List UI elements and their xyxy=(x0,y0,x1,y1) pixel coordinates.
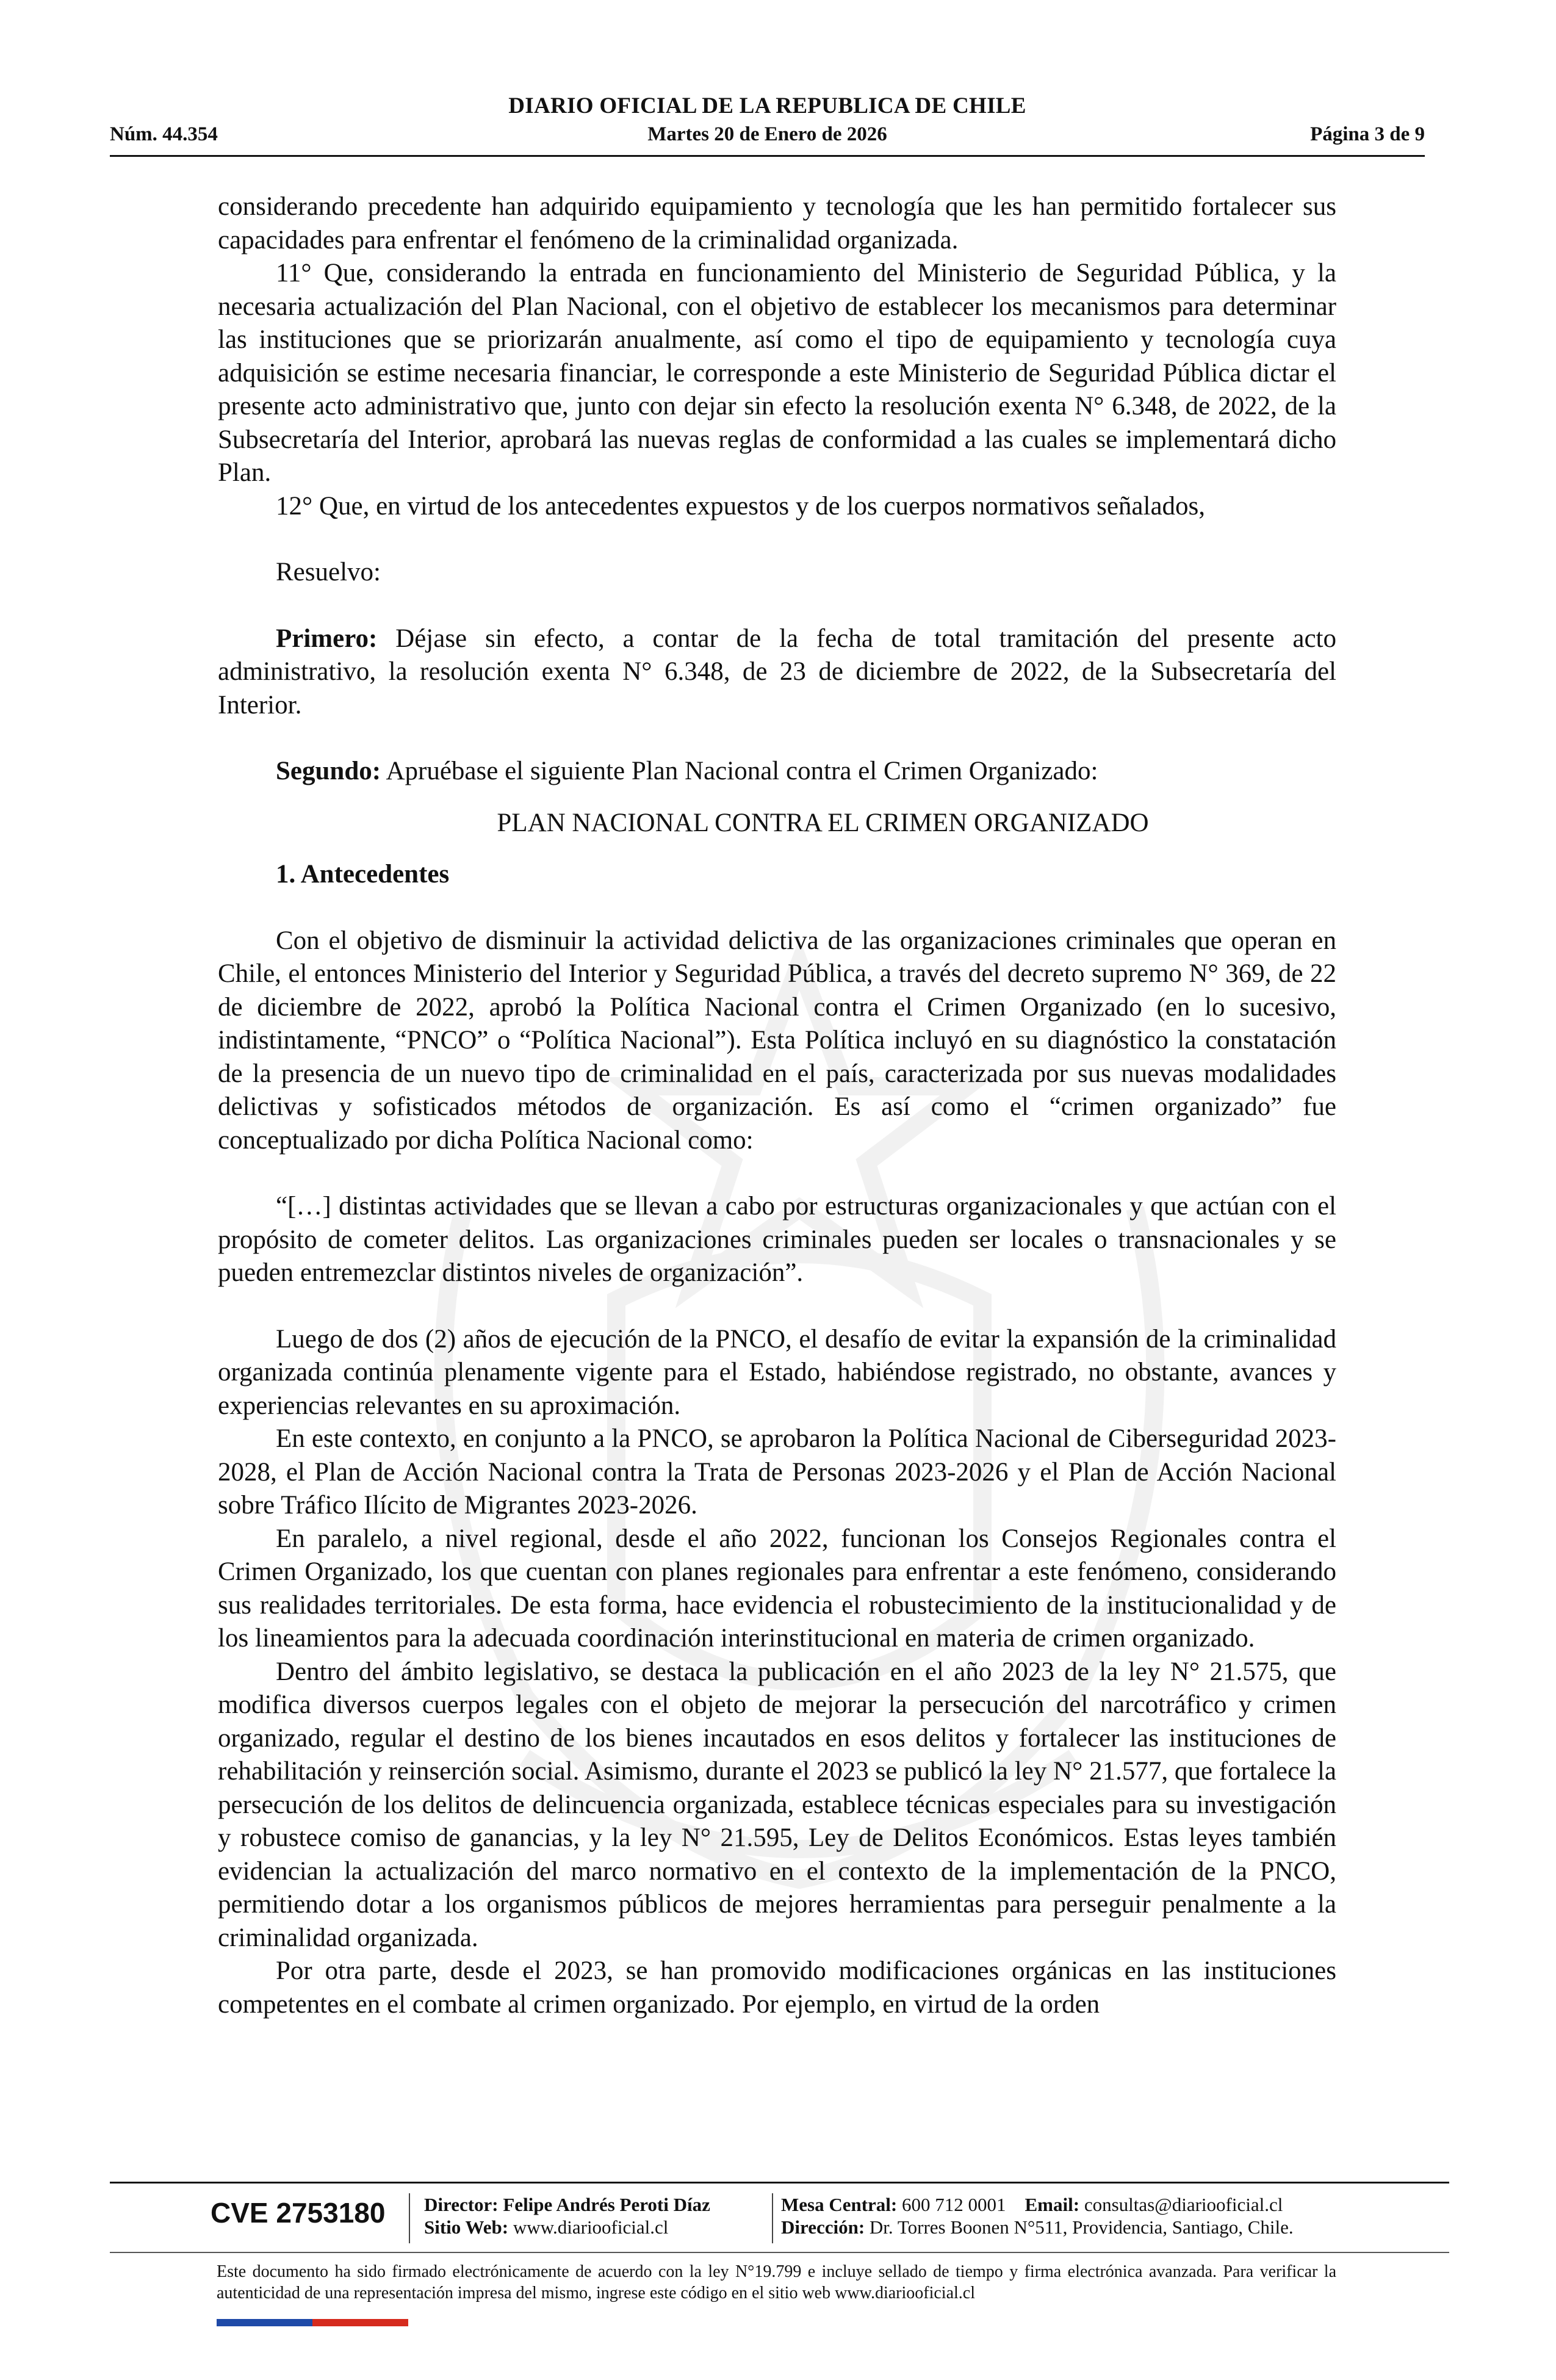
paragraph: Con el objetivo de disminuir la actividad delictiva de las organizaciones criminales que operan en Chile, el entonces Ministerio del Interior y Seguridad Pública, a través del decreto supremo N° 369, de 22 de diciembre de 2022, aprobó la Política Nacional contra el Crimen Organizado (en lo sucesivo, indistintamente, “PNCO” o “Política Nacional”). Esta Política incluyó en su diagnóstico la constatación de la presencia de un nuevo tipo de criminalidad en el país, caracterizada por sus nuevas modalidades delictivas y sofisticados métodos de organización. Es así como el “crimen organizado” fue conceptualizado por dicha Política Nacional como: xyxy=(218,926,1336,1155)
segundo-paragraph xyxy=(218,755,1336,788)
email-label: Email: xyxy=(1025,2194,1080,2215)
issue-date: Martes 20 de Enero de 2026 xyxy=(647,123,887,145)
quote: “[…] distintas actividades que se llevan a cabo por estructuras organizacionales y que actúan con el propósito de cometer delitos. Las organizaciones criminales pueden ser locales o transnacionales y se pueden entremezclar distintos niveles de organización”. xyxy=(218,1192,1336,1287)
section-heading: 1. Antecedentes xyxy=(276,860,450,889)
paragraph: 11° Que, considerando la entrada en funcionamiento del Ministerio de Seguridad Pública, y la necesaria actualización del Plan Nacional, con el objetivo de establecer los mecanismos para determinar las instituciones que se priorizarán anualmente, así como el tipo de equipamiento y tecnología cuya adquisición se estime necesaria financiar, le corresponde a este Ministerio de Seguridad Pública dictar el presente acto administrativo que, junto con dejar sin efecto la resolución exenta N° 6.348, de 2022, de la Subsecretaría del Interior, aprobará las nuevas reglas de conformidad a las cuales se implementará dicho Plan. xyxy=(218,259,1336,487)
section-heading-paragraph xyxy=(218,858,1336,892)
flag-blue-segment xyxy=(217,2319,312,2326)
page-number: Página 3 de 9 xyxy=(1310,123,1425,145)
mesa-label: Mesa Central: xyxy=(781,2194,898,2215)
paragraph: considerando precedente han adquirido equipamiento y tecnología que les han permitido fortalecer sus capacidades para enfrentar el fenómeno de la criminalidad organizada. xyxy=(218,192,1336,254)
footer-divider-2 xyxy=(110,2252,1449,2253)
flag-stripe xyxy=(217,2319,408,2326)
newspaper-title: DIARIO OFICIAL DE LA REPUBLICA DE CHILE xyxy=(508,93,1026,118)
footer-separator xyxy=(409,2193,410,2243)
segundo-label: Segundo: xyxy=(276,757,381,785)
footer-separator xyxy=(772,2193,773,2243)
plan-title: PLAN NACIONAL CONTRA EL CRIMEN ORGANIZADO xyxy=(497,808,1149,837)
page-footer xyxy=(110,2191,1449,2246)
page-header xyxy=(110,93,1425,160)
document-body xyxy=(218,190,1336,2021)
paragraph: Luego de dos (2) años de ejecución de la PNCO, el desafío de evitar la expansión de la criminalidad organizada continúa plenamente vigente para el Estado, habiéndose registrado, no obstante, avances y experiencias relevantes en su aproximación. xyxy=(218,1324,1336,1420)
primero-label: Primero: xyxy=(276,624,378,653)
footer-director-block xyxy=(424,2193,710,2238)
director-label: Director: xyxy=(424,2194,499,2215)
direccion-label: Dirección: xyxy=(781,2216,865,2238)
paragraph: En paralelo, a nivel regional, desde el año 2022, funcionan los Consejos Regionales contra el Crimen Organizado, los que cuentan con planes regionales para enfrentar a este fenómeno, considerando sus realidades territoriales. De esta forma, hace evidencia el robustecimiento de la institucionalidad y de los lineamientos para la adecuada coordinación interinstitucional en materia de crimen organizado. xyxy=(218,1524,1336,1653)
direccion-value: Dr. Torres Boonen N°511, Providencia, Santiago, Chile. xyxy=(869,2216,1294,2238)
segundo-text: Apruébase el siguiente Plan Nacional contra el Crimen Organizado: xyxy=(381,757,1098,785)
footer-contact-block xyxy=(781,2193,1294,2238)
primero-paragraph xyxy=(218,622,1336,723)
paragraph: Dentro del ámbito legislativo, se destaca la publicación en el año 2023 de la ley N° 21.575, que modifica diversos cuerpos legales con el objeto de mejorar la persecución del narcotráfico y crimen organizado, regular el destino de los bienes incautados en esos delitos y fortalecer las instituciones de rehabilitación y reinserción social. Asimismo, durante el 2023 se publicó la ley N° 21.577, que fortalece la persecución de los delitos de delincuencia organizada, establece técnicas especiales para su investigación y robustece comiso de ganancias, y la ley N° 21.595, Ley de Delitos Económicos. Estas leyes también evidencian la actualización del marco normativo en el contexto de la implementación de la PNCO, permitiendo dotar a los organismos públicos de mejores herramientas para perseguir penalmente a la criminalidad organizada. xyxy=(218,1657,1336,1952)
footer-divider xyxy=(110,2182,1449,2183)
sitio-label: Sitio Web: xyxy=(424,2216,509,2238)
paragraph: En este contexto, en conjunto a la PNCO, se aprobaron la Política Nacional de Ciberseguridad 2023-2028, el Plan de Acción Nacional contra la Trata de Personas 2023-2026 y el Plan de Acción Nacional sobre Tráfico Ilícito de Migrantes 2023-2026. xyxy=(218,1424,1336,1520)
header-divider xyxy=(110,155,1425,157)
director-name: Felipe Andrés Peroti Díaz xyxy=(503,2194,710,2215)
primero-text: Déjase sin efecto, a contar de la fecha de total tramitación del presente acto administrativo, la resolución exenta N° 6.348, de 23 de diciembre de 2022, de la Subsecretaría del Interior. xyxy=(218,624,1336,719)
cve-code: CVE 2753180 xyxy=(211,2197,386,2229)
paragraph: 12° Que, en virtud de los antecedentes expuestos y de los cuerpos normativos señalados, xyxy=(276,491,1206,521)
signature-note: Este documento ha sido firmado electrónicamente de acuerdo con la ley N°19.799 e incluye sellado de tiempo y firma electrónica avanzada. Para verificar la autenticidad de una representación impresa del mismo, ingrese este código en el sitio web www.diariooficial.cl xyxy=(217,2262,1336,2302)
sitio-link[interactable]: www.diariooficial.cl xyxy=(513,2216,669,2238)
issue-number: Núm. 44.354 xyxy=(110,123,218,145)
flag-red-segment xyxy=(312,2319,408,2326)
paragraph: Por otra parte, desde el 2023, se han promovido modificaciones orgánicas en las instituciones competentes en el combate al crimen organizado. Por ejemplo, en virtud de la orden xyxy=(218,1956,1336,2019)
resuelvo-label: Resuelvo: xyxy=(276,558,381,586)
email-link[interactable]: consultas@diariooficial.cl xyxy=(1084,2194,1283,2215)
mesa-value: 600 712 0001 xyxy=(902,2194,1006,2215)
